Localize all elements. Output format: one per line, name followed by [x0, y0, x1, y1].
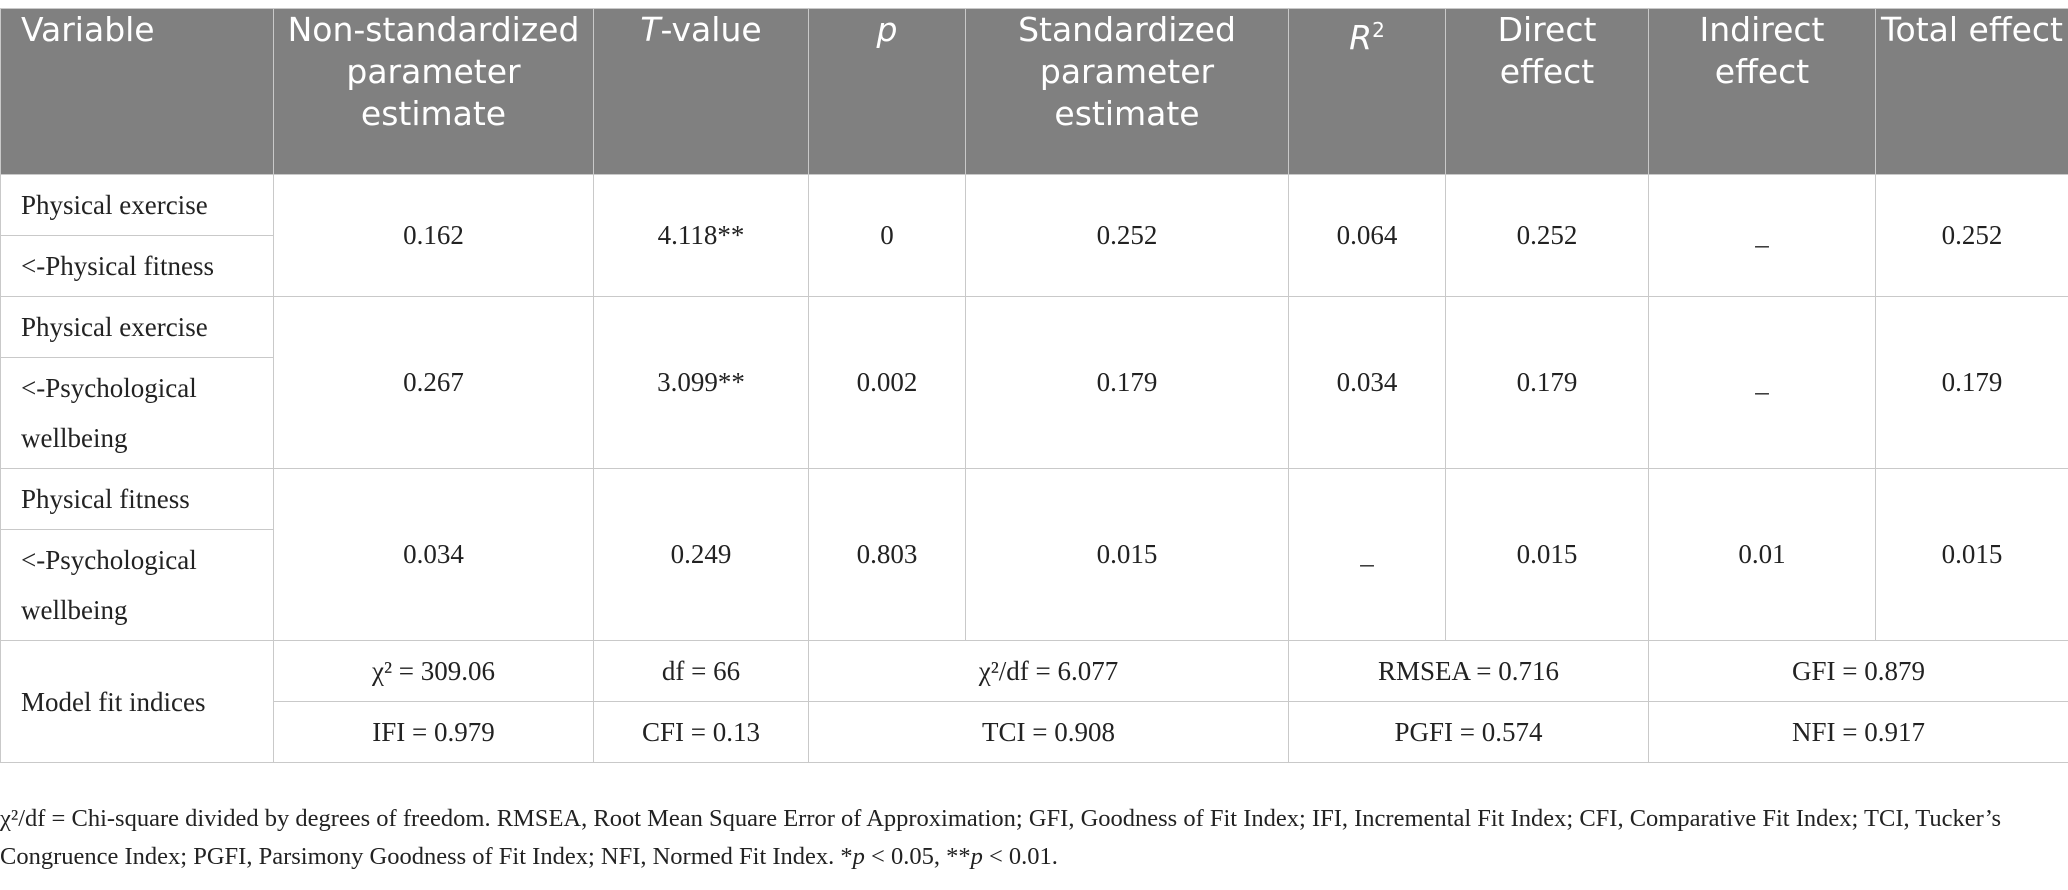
fit-row — [1, 702, 2068, 763]
cell-r2: 0.064 — [1289, 175, 1446, 297]
cell-tvalue: 4.118** — [594, 175, 809, 297]
cell-r2: _ — [1289, 469, 1446, 641]
header-t-value-rest: -value — [660, 10, 762, 49]
header-t-value-italic: T — [640, 10, 661, 49]
cell-total: 0.179 — [1876, 297, 2068, 469]
header-variable: Variable — [1, 9, 274, 175]
fit-cfi: CFI = 0.13 — [594, 702, 809, 763]
table-row — [1, 175, 2068, 236]
fit-label: Model fit indices — [1, 641, 274, 763]
fit-pgfi: PGFI = 0.574 — [1289, 702, 1649, 763]
header-p — [809, 9, 966, 175]
fit-tci: TCI = 0.908 — [809, 702, 1289, 763]
fit-row — [1, 641, 2068, 702]
header-row — [1, 9, 2068, 175]
cell-p: 0.803 — [809, 469, 966, 641]
header-total-effect: Total effect — [1876, 9, 2068, 175]
table-row — [1, 297, 2068, 358]
cell-nonstd: 0.267 — [274, 297, 594, 469]
header-p-label: p — [876, 10, 898, 49]
header-r-base: R — [1349, 18, 1373, 57]
fit-chi-square: χ² = 309.06 — [274, 641, 594, 702]
header-indirect-effect: Indirect effect — [1649, 9, 1876, 175]
variable-line1: Physical exercise — [1, 175, 274, 236]
header-r-squared — [1289, 9, 1446, 175]
results-table — [0, 8, 2068, 763]
variable-line2: <-Psychological wellbeing — [1, 358, 274, 469]
fit-nfi: NFI = 0.917 — [1649, 702, 2068, 763]
footnote-p1: p — [852, 843, 865, 870]
header-standardized-estimate: Standardized parameter estimate — [966, 9, 1289, 175]
variable-line1: Physical exercise — [1, 297, 274, 358]
fit-ifi: IFI = 0.979 — [274, 702, 594, 763]
cell-std: 0.015 — [966, 469, 1289, 641]
header-nonstandardized-estimate: Non-standardized parameter estimate — [274, 9, 594, 175]
cell-tvalue: 3.099** — [594, 297, 809, 469]
variable-line2: <-Physical fitness — [1, 236, 274, 297]
cell-p: 0.002 — [809, 297, 966, 469]
cell-nonstd: 0.034 — [274, 469, 594, 641]
table-row — [1, 469, 2068, 530]
header-t-value — [594, 9, 809, 175]
fit-gfi: GFI = 0.879 — [1649, 641, 2068, 702]
header-direct-effect: Direct effect — [1446, 9, 1649, 175]
cell-total: 0.015 — [1876, 469, 2068, 641]
fit-rmsea: RMSEA = 0.716 — [1289, 641, 1649, 702]
cell-direct: 0.015 — [1446, 469, 1649, 641]
cell-p: 0 — [809, 175, 966, 297]
fit-df: df = 66 — [594, 641, 809, 702]
footnote-end: < 0.01. — [982, 843, 1058, 870]
cell-nonstd: 0.162 — [274, 175, 594, 297]
footnote-text: χ²/df = Chi-square divided by degrees of freedom. RMSEA, Root Mean Square Error of Approximation; GFI, Goodness of Fit Index; IFI, Incremental Fit Index; CFI, Comparative Fit Index; TCI, Tucker’s Congruence Index; PGFI, Parsimony Goodness of Fit Index; NFI, Normed Fit Index. * — [0, 805, 2002, 870]
cell-std: 0.179 — [966, 297, 1289, 469]
fit-chi-square-df: χ²/df = 6.077 — [809, 641, 1289, 702]
cell-indirect: _ — [1649, 297, 1876, 469]
header-r-sup: 2 — [1372, 18, 1385, 42]
cell-std: 0.252 — [966, 175, 1289, 297]
table-footnote — [0, 800, 2068, 876]
cell-direct: 0.179 — [1446, 297, 1649, 469]
cell-indirect: _ — [1649, 175, 1876, 297]
cell-r2: 0.034 — [1289, 297, 1446, 469]
cell-total: 0.252 — [1876, 175, 2068, 297]
cell-indirect: 0.01 — [1649, 469, 1876, 641]
variable-line1: Physical fitness — [1, 469, 274, 530]
variable-line2: <-Psychological wellbeing — [1, 530, 274, 641]
footnote-p2: p — [970, 843, 983, 870]
footnote-mid: < 0.05, ** — [864, 843, 971, 870]
cell-direct: 0.252 — [1446, 175, 1649, 297]
cell-tvalue: 0.249 — [594, 469, 809, 641]
